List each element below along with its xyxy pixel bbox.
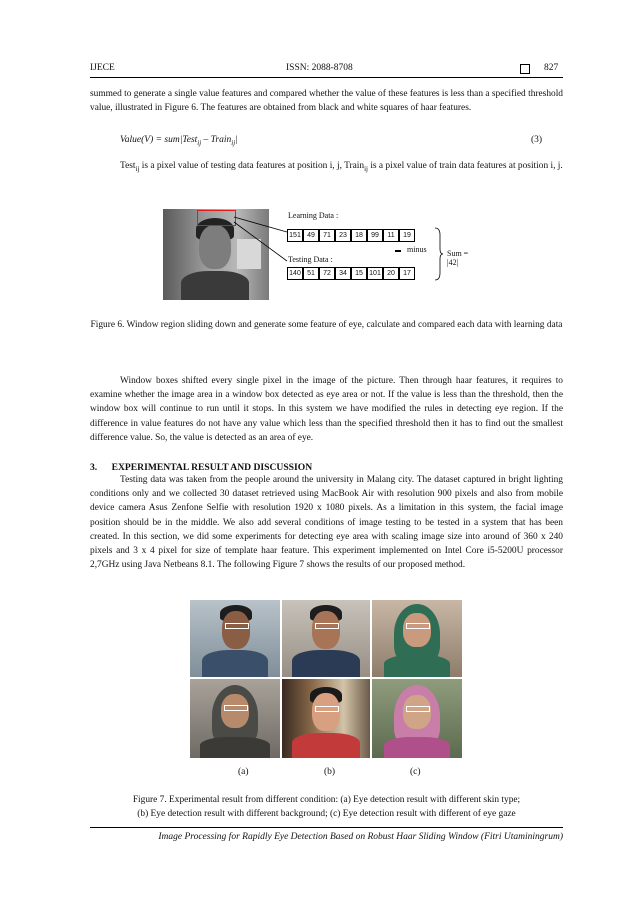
right-brace-icon bbox=[434, 227, 444, 281]
sum-label: Sum = |42| bbox=[447, 249, 469, 267]
sliding-window-box bbox=[197, 210, 236, 226]
figure-7-caption-line-1: Figure 7. Experimental result from different condition: (a) Eye detection result with different skin type; bbox=[132, 795, 521, 805]
learning-data-label: Learning Data : bbox=[288, 211, 339, 220]
photo-c-bottom bbox=[372, 679, 462, 758]
testing-cell: 34 bbox=[335, 267, 351, 280]
learning-cell: 11 bbox=[383, 229, 399, 242]
minus-sign-icon bbox=[395, 250, 401, 252]
learning-cell: 71 bbox=[319, 229, 335, 242]
testing-data-cells bbox=[287, 267, 415, 280]
paragraph-window-boxes: Window boxes shifted every single pixel in the image of the picture. Then through haar features, it requires to examine whether the image area in a window box detected as eye area or not. If the value is less than the threshold, then the window box will continue to run until it stops. In this system we have modified the rules in detecting eye region. If the difference in value features do not have any value which less than the specified threshold then it has to find out the smallest difference value. So, the value is detected as an area of eye. bbox=[90, 376, 563, 443]
testing-cell: 72 bbox=[319, 267, 335, 280]
photo-b-bottom bbox=[282, 679, 370, 758]
minus-label: minus bbox=[407, 245, 427, 254]
footer-rule bbox=[90, 827, 563, 828]
checkbox-square-icon bbox=[520, 64, 530, 74]
learning-cell: 151 bbox=[287, 229, 303, 242]
testing-cell: 17 bbox=[399, 267, 415, 280]
photo-a-bottom bbox=[190, 679, 280, 758]
label-a: (a) bbox=[238, 767, 249, 777]
figure-6 bbox=[163, 209, 481, 301]
learning-cell: 49 bbox=[303, 229, 319, 242]
equation-number: (3) bbox=[531, 135, 543, 145]
header-rule bbox=[90, 77, 563, 78]
photo-b-top bbox=[282, 600, 370, 677]
testing-cell: 101 bbox=[367, 267, 383, 280]
section-heading: 3. EXPERIMENTAL RESULT AND DISCUSSION bbox=[90, 462, 313, 473]
testing-cell: 51 bbox=[303, 267, 319, 280]
learning-cell: 19 bbox=[399, 229, 415, 242]
paragraph-intro: summed to generate a single value features and compared whether the value of these features is less than a specified threshold value, illustrated in Figure 6. The features are obtained from black and white squares of haar features. bbox=[90, 89, 563, 114]
testing-cell: 140 bbox=[287, 267, 303, 280]
issn: ISSN: 2088-8708 bbox=[286, 63, 353, 73]
footer-text: Image Processing for Rapidly Eye Detection Based on Robust Haar Sliding Window (Fitri Utaminingrum) bbox=[158, 832, 563, 842]
label-b: (b) bbox=[324, 767, 336, 777]
equation: Value(V) = sum|Test$_{ij}$ – Train$_{ij}$| bbox=[120, 135, 238, 147]
learning-cell: 18 bbox=[351, 229, 367, 242]
learning-data-cells bbox=[287, 229, 415, 242]
label-c: (c) bbox=[410, 767, 421, 777]
journal-name: IJECE bbox=[90, 63, 115, 73]
testing-cell: 15 bbox=[351, 267, 367, 280]
page-number: 827 bbox=[544, 63, 559, 73]
figure-7 bbox=[190, 600, 462, 758]
figure-6-caption: Figure 6. Window region sliding down and generate some feature of eye, calculate and compared each data with learning data bbox=[90, 320, 563, 330]
testing-data-label: Testing Data : bbox=[288, 255, 333, 264]
learning-cell: 99 bbox=[367, 229, 383, 242]
paragraph-definitions: Test$_{ij}$ is a pixel value of testing data features at position i, j, Train$_{ij}$ is a pixel value of train data features at position i, j. bbox=[120, 161, 563, 173]
testing-cell: 20 bbox=[383, 267, 399, 280]
photo-c-top bbox=[372, 600, 462, 677]
learning-cell: 23 bbox=[335, 229, 351, 242]
figure-7-caption-line-2: (b) Eye detection result with different background; (c) Eye detection result with different of eye gaze bbox=[137, 809, 516, 819]
paragraph-experiment: Testing data was taken from the people around the university in Malang city. The dataset captured in bright lighting conditions only and we collected 30 dataset retrieved using MacBook Air with resolution 900 pixels and also from mobile device camera Asus Zenfone Selfie with resolution 1920 x 1080 pixels. As a limitation in this system, the facial image position should be in the middle. We also add several conditions of image testing to be tested in a system that has been created. In this section, we did some experiments for detecting eye area with scaling image size into around of 360 x 240 pixels and 3 x 4 pixel for size of template haar feature. This experiment implemented on Intel Core i5-5200U processor 2,7GHz using Java Netbeans 8.1. The following Figure 7 shows the results of our proposed method. bbox=[90, 475, 563, 571]
photo-a-top bbox=[190, 600, 280, 677]
connector-lines bbox=[233, 209, 293, 269]
